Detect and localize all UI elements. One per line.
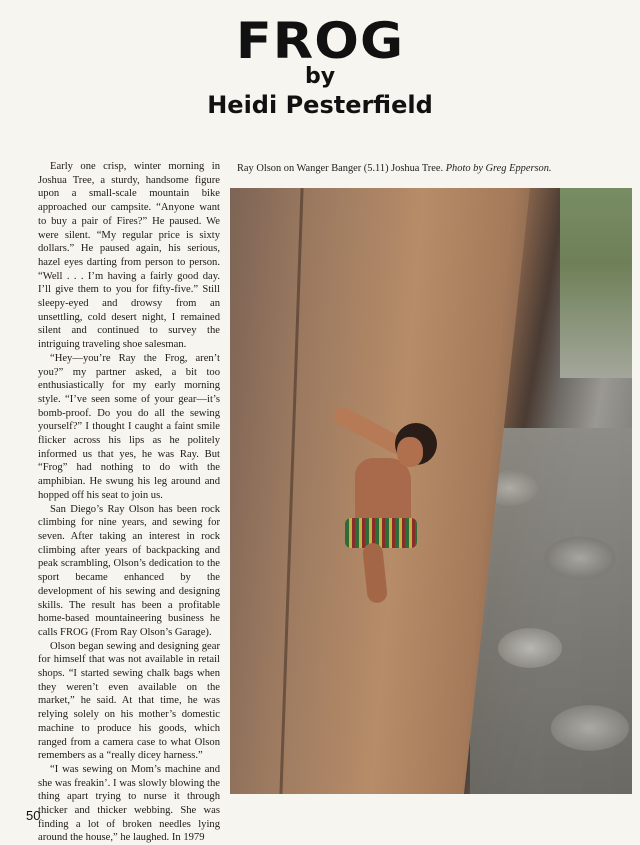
paragraph: Early one crisp, winter morning in Joshua Tree, a sturdy, handsome figure upon a small-scale mountain bike approached our campsite. “Anyone want to buy a pair of Fires?” He paused. We were silent. “My regular price is sixty dollars.” He paused again, his serious, hazel eyes darting from person to person. “Well . . . I’m having a fairly good day. I’ll give them to you for fifty-five.” Still sleepy-eyed and drowsy from an unsettling, cold desert night, I remained silent and continued to survey the intriguing traveling shoe salesman.	[38, 161, 220, 351]
paragraph: San Diego’s Ray Olson has been rock climbing for nine years, and sewing for seven. After taking an interest in rock climbing after years of backpacking and peak scrambling, Olson’s dedication to the sport became enhanced by the development of his sewing and designing skills. The result has been a profitable home-based mountaineering business he calls FROG (From Ray Olson’s Garage).	[38, 503, 220, 638]
byline-word: by	[304, 64, 336, 89]
author-name: Heidi Pesterfield	[207, 91, 433, 119]
photo-caption	[237, 162, 627, 175]
article-body	[38, 160, 220, 845]
paragraph: Olson began sewing and designing gear for himself that was not available in retail shops. “I started sewing chalk bags when they weren’t even available on the market,” he said. At that time, he was relying solely on his mother’s domestic machine to produce his goods, which ranged from a camera case to what Olson remembers as a “really dicey harness.”	[38, 640, 220, 762]
background-hillside	[560, 188, 632, 378]
caption-text: Ray Olson on Wanger Banger (5.11) Joshua Tree.	[237, 163, 444, 174]
paragraph: “Hey—you’re Ray the Frog, aren’t you?” my partner asked, a bit too enthusiastically for my early morning style. “I’ve seen some of your gear—it’s bomb-proof. Do you do all the sewing yourself?” I thought I caught a faint smile flicker across his lips as he politely informed us that yes, he was Ray. But “Frog” had nothing to do with the amphibian. He swung his leg around and hopped off his seat to join us.	[38, 352, 220, 501]
climber-face	[397, 437, 423, 467]
page-number: 50	[26, 808, 41, 823]
climbing-photo	[230, 188, 632, 794]
article-title: FROG	[235, 12, 405, 70]
climber-figure	[335, 403, 445, 593]
paragraph: “I was sewing on Mom’s machine and she was freakin’. I was slowly blowing the thing apart trying to nurse it through thicker and thicker webbing. She was finding a lot of broken needles lying around the house,” he laughed. In 1979	[38, 763, 220, 844]
photo-credit: Photo by Greg Epperson.	[445, 163, 552, 174]
climbing-gear-rack	[345, 518, 417, 548]
